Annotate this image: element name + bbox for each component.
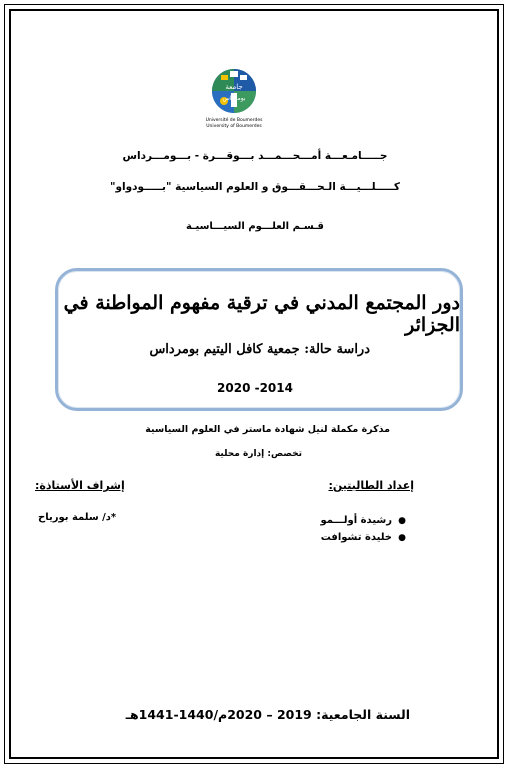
student-name: خليدة تشوافت	[320, 532, 392, 543]
supervisor-name: *د/ سلمة بورياح	[38, 512, 117, 523]
thesis-note: مذكرة مكملة لنيل شهادة ماستر في العلوم السياسية	[145, 424, 390, 435]
bullet-icon: ●	[398, 516, 406, 526]
specialization: تخصص: إدارة محلية	[214, 449, 302, 459]
study-period: 2020 -2014	[217, 381, 293, 395]
faculty-name: كـــــلـــيـــة الـحـــقـــوق و العلوم السياسية "بـــــودواو"	[109, 181, 400, 193]
student-name: رشيدة أولـــمو	[320, 515, 392, 526]
case-study-subtitle: دراسة حالة: جمعية كافل اليتيم بومرداس	[149, 342, 370, 357]
thesis-title: دور المجتمع المدني في ترقية مفهوم المواطنة في الجزائر	[63, 292, 460, 336]
preparation-heading: إعداد الطالبتين:	[328, 479, 414, 492]
logo-text-bottom: بومرداس	[222, 95, 246, 102]
supervision-heading: إشراف الأستاذة:	[35, 479, 125, 492]
university-logo	[205, 67, 263, 129]
student-item	[321, 529, 412, 546]
students-list	[321, 512, 412, 546]
logo-text-top: جامعة	[225, 83, 243, 91]
university-name: جـــــامـعـــة أمـــحـــمـــد بـــوقـــرة - بـــومـــرداس	[122, 150, 388, 162]
bullet-icon: ●	[398, 533, 406, 543]
department-name: قـسـم العلـــوم السيـــاسيـة	[186, 221, 324, 232]
academic-year: السنة الجامعية: 2019 – 2020م/1440-1441هـ	[125, 707, 410, 722]
logo-caption-2: University of Boumerdes	[206, 124, 262, 129]
logo-caption-1: Université de Boumerdes	[205, 118, 263, 123]
student-item	[321, 512, 412, 529]
